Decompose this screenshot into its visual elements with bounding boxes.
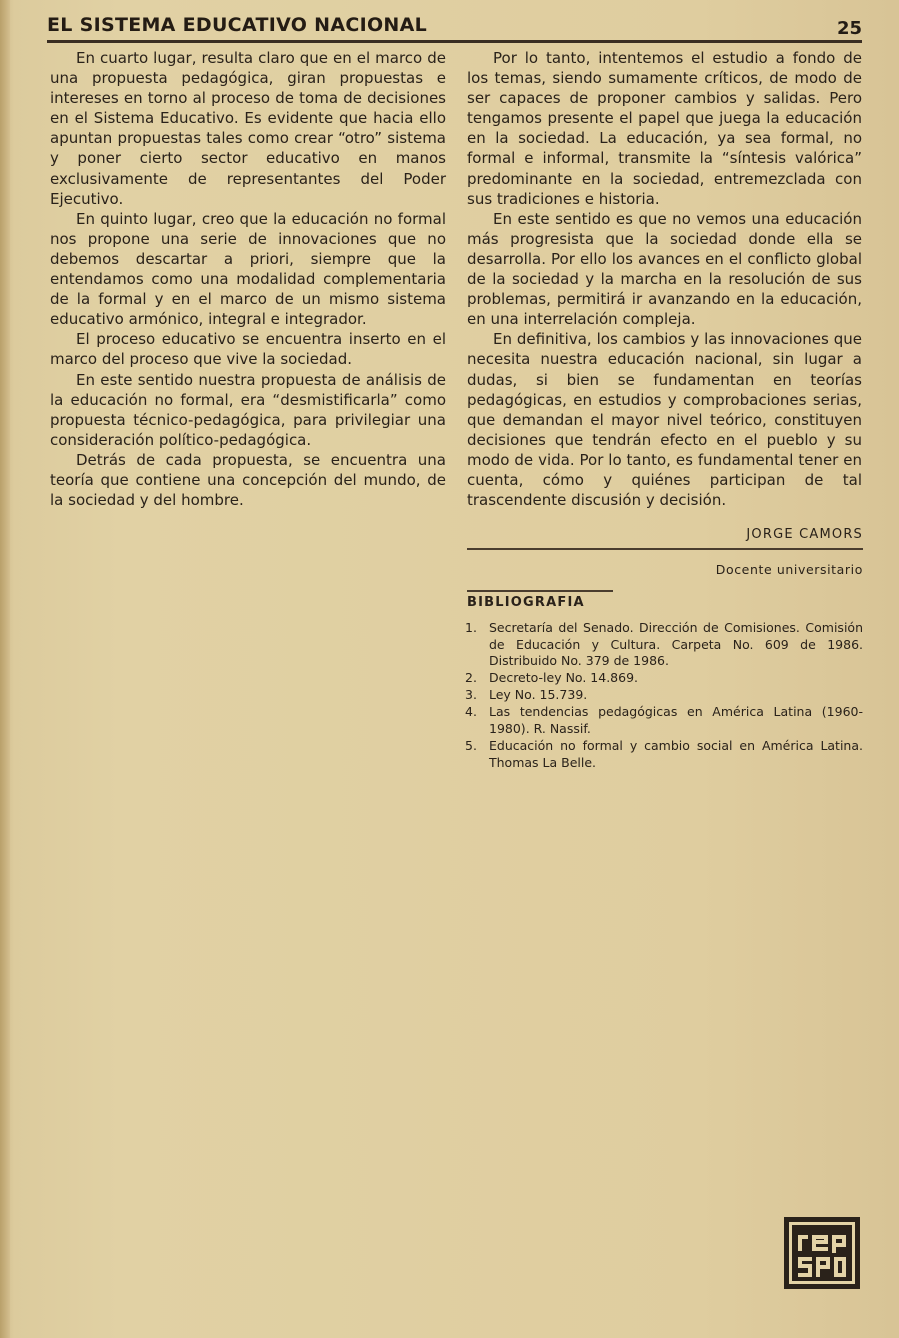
paragraph: En quinto lugar, creo que la educación no formal nos propone una serie de innovaciones que no debemos descartar a priori, siempre que la entendamos como una modalidad complementaria de la formal y en el marco de un mismo sistema educativo armónico, integral e integrador.	[50, 209, 446, 329]
bibliography-item	[465, 738, 863, 771]
paragraph: En definitiva, los cambios y las innovaciones que necesita nuestra educación nacional, sin lugar a dudas, si bien se fundamentan en teorías pedagógicas, en estudios y comprobaciones serias, que demandan el mayor nivel teórico, constituyen decisiones que tendrán efecto en el pueblo y su modo de vida. Por lo tanto, es fundamental tener en cuenta, cómo y quiénes participan de tal trascendente discusión y decisión.	[467, 330, 862, 510]
bibliography-item-text: Ley No. 15.739.	[489, 687, 588, 703]
bibliography-item-number: 5.	[465, 738, 477, 754]
bibliography-item-text: Decreto-ley No. 14.869.	[489, 670, 639, 686]
bibliography-item	[465, 687, 863, 704]
bibliography-item-text: Educación no formal y cambio social en América Latina. Thomas La Belle.	[489, 738, 863, 770]
paragraph: En este sentido es que no vemos una educación más progresista que la sociedad donde ella se desarrolla. Por ello los avances en el conflicto global de la sociedad y la marcha en la resolución de sus problemas, permitirá ir avanzando en la educación, en una interrelación compleja.	[467, 209, 862, 329]
header-title: EL SISTEMA EDUCATIVO NACIONAL	[47, 14, 428, 36]
paragraph: El proceso educativo se encuentra inserto en el marco del proceso que vive la sociedad.	[50, 330, 446, 369]
publisher-logo-icon	[782, 1215, 862, 1291]
page-binding-edge	[0, 0, 10, 1338]
paragraph: Por lo tanto, intentemos el estudio a fondo de los temas, siendo sumamente críticos, de modo de ser capaces de proponer cambios y salidas. Pero tengamos presente el papel que juega la educación en la sociedad. La educación, ya sea formal, no formal e informal, transmite la “síntesis valórica” predominante en la sociedad, entremezclada con sus tradiciones e historia.	[467, 49, 862, 208]
left-column	[50, 48, 446, 510]
page-number: 25	[836, 18, 862, 39]
bibliography-item-number: 1.	[465, 620, 477, 635]
paragraph: En cuarto lugar, resulta claro que en el marco de una propuesta pedagógica, giran propuestas e intereses en torno al proceso de toma de decisiones en el Sistema Educativo. Es evidente que hacia ello apuntan propuestas tales como crear “otro” sistema y poner cierto sector educativo en manos exclusivamente de representantes del Poder Ejecutivo.	[50, 49, 446, 208]
bibliography-item-number: 4.	[465, 704, 477, 720]
bibliography-item-text: Las tendencias pedagógicas en América Latina (1960-1980). R. Nassif.	[489, 704, 863, 737]
author-role: Docente universitario	[715, 562, 863, 577]
bibliography-rule	[467, 590, 613, 592]
bibliography-item-number: 2.	[465, 670, 477, 686]
bibliography-item-text: Secretaría del Senado. Dirección de Comisiones. Comisión de Educación y Cultura. Carpeta No. 609 de 1986. Distribuido No. 379 de 1986.	[489, 620, 863, 669]
header-rule	[47, 40, 862, 43]
author-name: JORGE CAMORS	[746, 527, 863, 542]
bibliography-item	[465, 670, 863, 687]
paragraph: En este sentido nuestra propuesta de análisis de la educación no formal, era “desmistificarla” como propuesta técnico-pedagógica, para privilegiar una consideración político-pedagógica.	[50, 370, 446, 449]
bibliography-item	[465, 704, 863, 737]
author-rule	[467, 548, 863, 550]
running-header	[47, 12, 862, 46]
bibliography-item-number: 3.	[465, 687, 477, 703]
paragraph: Detrás de cada propuesta, se encuentra una teoría que contiene una concepción del mundo, de la sociedad y del hombre.	[50, 450, 446, 510]
bibliography-heading: BIBLIOGRAFIA	[467, 595, 585, 610]
bibliography-item	[465, 620, 863, 670]
bibliography-list	[465, 620, 863, 772]
right-column	[467, 48, 862, 510]
